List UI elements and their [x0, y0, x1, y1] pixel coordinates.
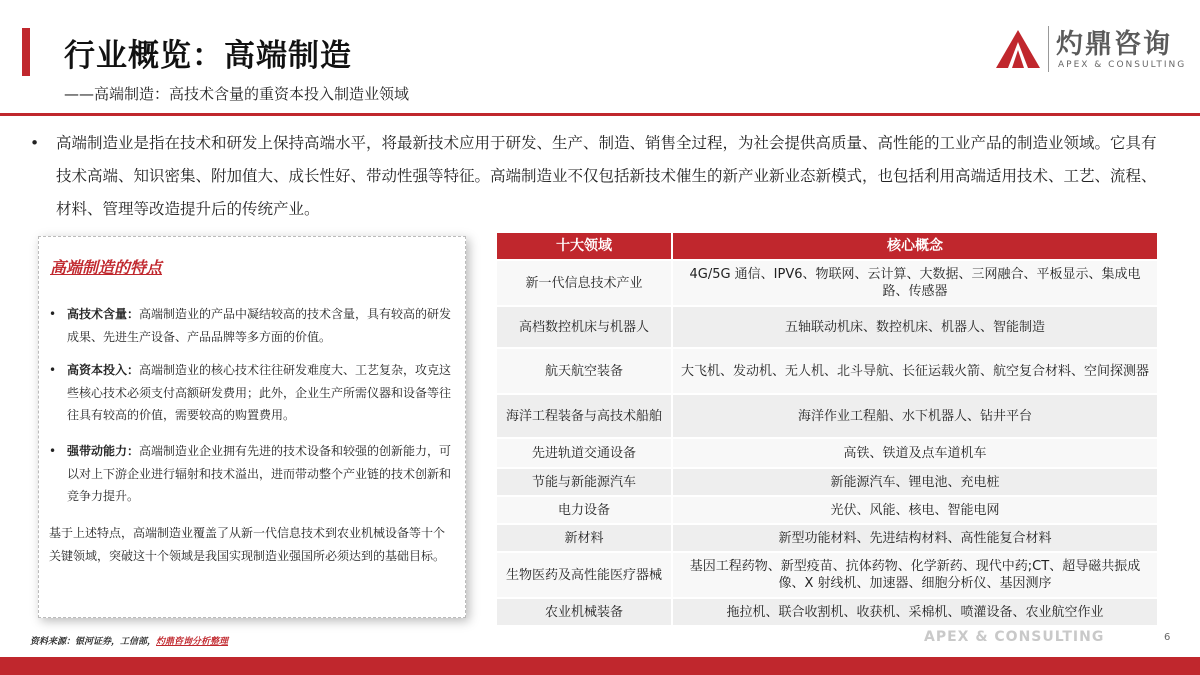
source-note [30, 634, 228, 647]
intro-bullet: • [30, 134, 40, 152]
concept-cell: 新型功能材料、先进结构材料、高性能复合材料 [673, 525, 1157, 551]
field-cell: 新一代信息技术产业 [497, 261, 671, 305]
logo-divider [1048, 26, 1049, 72]
feature-term: 强带动能力： [67, 444, 140, 458]
concept-cell: 基因工程药物、新型疫苗、抗体药物、化学新药、现代中药;CT、超导磁共振成像、X 射线机、加速器、细胞分析仪、基因测序 [673, 553, 1157, 597]
feature-item-capital [49, 359, 453, 427]
feature-item-driving [49, 440, 453, 508]
logo-name: 灼鼎咨询 [1056, 29, 1172, 60]
feature-bullet: • [49, 444, 57, 458]
table-row [497, 497, 1157, 523]
concept-cell: 光伏、风能、核电、智能电网 [673, 497, 1157, 523]
features-summary: 基于上述特点，高端制造业覆盖了从新一代信息技术到农业机械设备等十个关键领域，突破这十个领域是我国实现制造业强国所必须达到的基础目标。 [49, 526, 446, 563]
table-row [497, 525, 1157, 551]
table-row [497, 261, 1157, 305]
table-row [497, 349, 1157, 393]
header-divider [0, 113, 1200, 116]
feature-bullet: • [49, 307, 57, 321]
feature-desc: 高端制造业企业拥有先进的技术设备和较强的创新能力，可以对上下游企业进行辐射和技术溢出，进而带动整个产业链的技术创新和竞争力提升。 [67, 444, 452, 503]
field-cell: 航天航空装备 [497, 349, 671, 393]
footer-bar [0, 657, 1200, 675]
field-cell: 节能与新能源汽车 [497, 469, 671, 495]
concept-cell: 大飞机、发动机、无人机、北斗导航、长征运载火箭、航空复合材料、空间探测器 [673, 349, 1157, 393]
features-title: 高端制造的特点 [50, 258, 163, 277]
table-row [497, 307, 1157, 347]
field-cell: 电力设备 [497, 497, 671, 523]
field-cell: 生物医药及高性能医疗器械 [497, 553, 671, 597]
intro-paragraph [30, 127, 1170, 226]
field-cell: 新材料 [497, 525, 671, 551]
source-prefix: 资料来源：银河证券，工信部， [30, 637, 157, 647]
concept-cell: 新能源汽车、锂电池、充电桩 [673, 469, 1157, 495]
feature-bullet: • [49, 363, 57, 377]
page-title: 行业概览：高端制造 [64, 38, 352, 74]
table-header-field: 十大领域 [497, 233, 671, 259]
page-subtitle: ——高端制造：高技术含量的重资本投入制造业领域 [64, 85, 410, 103]
table-row [497, 553, 1157, 597]
concept-cell: 海洋作业工程船、水下机器人、钻井平台 [673, 395, 1157, 437]
source-highlight: 灼鼎咨询分析整理 [156, 637, 229, 647]
feature-desc: 高端制造业的产品中凝结较高的技术含量，具有较高的研发成果、先进生产设备、产品品牌等多方面的价值。 [67, 307, 452, 344]
field-cell: 农业机械装备 [497, 599, 671, 625]
table-row [497, 599, 1157, 625]
logo-english-name: APEX & CONSULTING [1058, 60, 1187, 70]
concept-cell: 高铁、铁道及点车道机车 [673, 439, 1157, 467]
features-card [38, 236, 466, 618]
intro-text: 高端制造业是指在技术和研发上保持高端水平，将最新技术应用于研发、生产、制造、销售全过程，为社会提供高质量、高性能的工业产品的制造业领域。它具有技术高端、知识密集、附加值大、成长性好、带动性强等特征。高端制造业不仅包括新技术催生的新产业新业态新模式，也包括利用高端适用技术、工艺、流程、材料、管理等改造提升后的传统产业。 [56, 134, 1157, 218]
title-accent-bar [22, 28, 30, 76]
page-number: 6 [1164, 632, 1171, 643]
field-cell: 先进轨道交通设备 [497, 439, 671, 467]
field-cell: 高档数控机床与机器人 [497, 307, 671, 347]
table-row [497, 395, 1157, 437]
concept-cell: 拖拉机、联合收割机、收获机、采棉机、喷灌设备、农业航空作业 [673, 599, 1157, 625]
concept-cell: 五轴联动机床、数控机床、机器人、智能制造 [673, 307, 1157, 347]
table-row [497, 469, 1157, 495]
triangle-logo-icon [994, 28, 1042, 70]
company-logo [994, 22, 1187, 74]
feature-item-tech [49, 303, 453, 348]
concept-cell: 4G/5G 通信、IPV6、物联网、云计算、大数据、三网融合、平板显示、集成电路、传感器 [673, 261, 1157, 305]
feature-term: 高技术含量： [67, 307, 140, 321]
feature-desc: 高端制造业的核心技术往往研发难度大、工艺复杂，攻克这些核心技术必须支付高额研发费用；此外，企业生产所需仪器和设备等往往具有较高的价值，需要较高的购置费用。 [67, 363, 452, 422]
feature-term: 高资本投入： [67, 363, 140, 377]
table-header-concept: 核心概念 [673, 233, 1157, 259]
footer-watermark: APEX & CONSULTING [924, 629, 1105, 645]
field-cell: 海洋工程装备与高技术船舶 [497, 395, 671, 437]
table-row [497, 439, 1157, 467]
